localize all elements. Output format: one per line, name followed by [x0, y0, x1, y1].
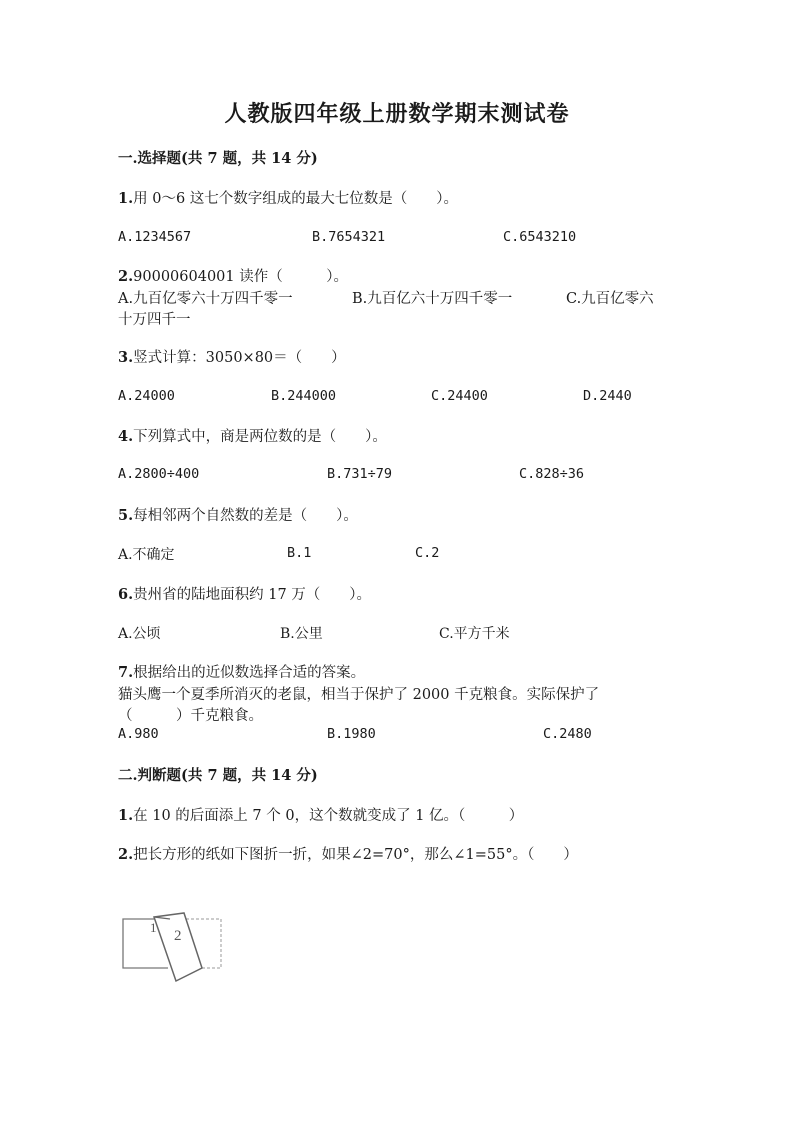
question-number: 1. [118, 190, 134, 207]
option-a: A.24000 [118, 388, 175, 404]
option-b: B.731÷79 [327, 466, 393, 482]
question-3 [118, 346, 346, 367]
judgement-2 [118, 843, 578, 864]
option-c: C.九百亿零六 [566, 291, 654, 307]
folded-paper-figure [118, 910, 228, 990]
judgement-1 [118, 804, 523, 825]
option-a: A.九百亿零六十万四千零一 [118, 291, 293, 307]
option-c: C.828÷36 [519, 466, 585, 482]
page-title: 人教版四年级上册数学期末测试卷 [224, 101, 570, 127]
folded-flap [154, 913, 202, 981]
option-c-continued: 十万四千一 [118, 312, 191, 328]
section-heading-judgement: 二.判断题(共 7 题，共 14 分) [118, 767, 318, 784]
option-d: D.2440 [583, 388, 632, 404]
question-4 [118, 425, 387, 446]
question-2 [118, 265, 348, 286]
option-a: A.1234567 [118, 229, 192, 245]
section-heading-choice: 一.选择题(共 7 题，共 14 分) [118, 150, 318, 167]
question-text: 根据给出的近似数选择合适的答案。 [133, 665, 366, 681]
question-7-line-2: 猫头鹰一个夏季所消灭的老鼠，相当于保护了 2000 千克粮食。实际保护了 [118, 687, 600, 703]
question-text: 90000604001 读作（ ）。 [133, 269, 348, 285]
question-number: 7. [118, 664, 134, 681]
question-text: 下列算式中，商是两位数的是（ ）。 [133, 429, 387, 445]
question-5 [118, 504, 358, 525]
option-c: C.2 [415, 545, 440, 561]
option-b: B.7654321 [312, 229, 386, 245]
option-c: C.2480 [543, 726, 592, 742]
question-number: 5. [118, 507, 134, 524]
option-b: B.244000 [271, 388, 337, 404]
question-text: 竖式计算：3050×80＝（ ） [133, 350, 346, 366]
option-a: A.2800÷400 [118, 466, 200, 482]
question-text: 贵州省的陆地面积约 17 万（ ）。 [133, 587, 372, 603]
question-1 [118, 187, 458, 208]
question-number: 1. [118, 807, 134, 824]
question-7 [118, 661, 365, 682]
option-c: C.平方千米 [439, 626, 510, 642]
option-b: B.1980 [327, 726, 376, 742]
question-text: 每相邻两个自然数的差是（ ）。 [133, 508, 358, 524]
question-text: 把长方形的纸如下图折一折，如果∠2=70°，那么∠1=55°。（ ） [133, 847, 578, 863]
option-b: B.1 [287, 545, 312, 561]
question-text: 用 0～6 这七个数字组成的最大七位数是（ ）。 [133, 191, 459, 207]
option-a: A.980 [118, 726, 159, 742]
question-number: 4. [118, 428, 134, 445]
option-a: A.公顷 [118, 626, 161, 642]
question-number: 2. [118, 268, 134, 285]
question-number: 2. [118, 846, 134, 863]
angle-1-label: 1 [150, 920, 157, 935]
option-c: C.24400 [431, 388, 488, 404]
option-b: B.公里 [280, 626, 323, 642]
question-text: 在 10 的后面添上 7 个 0，这个数就变成了 1 亿。（ ） [133, 808, 524, 824]
angle-2-label: 2 [174, 928, 182, 944]
option-a: A.不确定 [118, 547, 175, 563]
option-c: C.6543210 [503, 229, 577, 245]
question-number: 3. [118, 349, 134, 366]
question-6 [118, 583, 371, 604]
option-b: B.九百亿六十万四千零一 [352, 291, 513, 307]
question-number: 6. [118, 586, 134, 603]
question-7-line-3: （ ）千克粮食。 [118, 708, 263, 724]
